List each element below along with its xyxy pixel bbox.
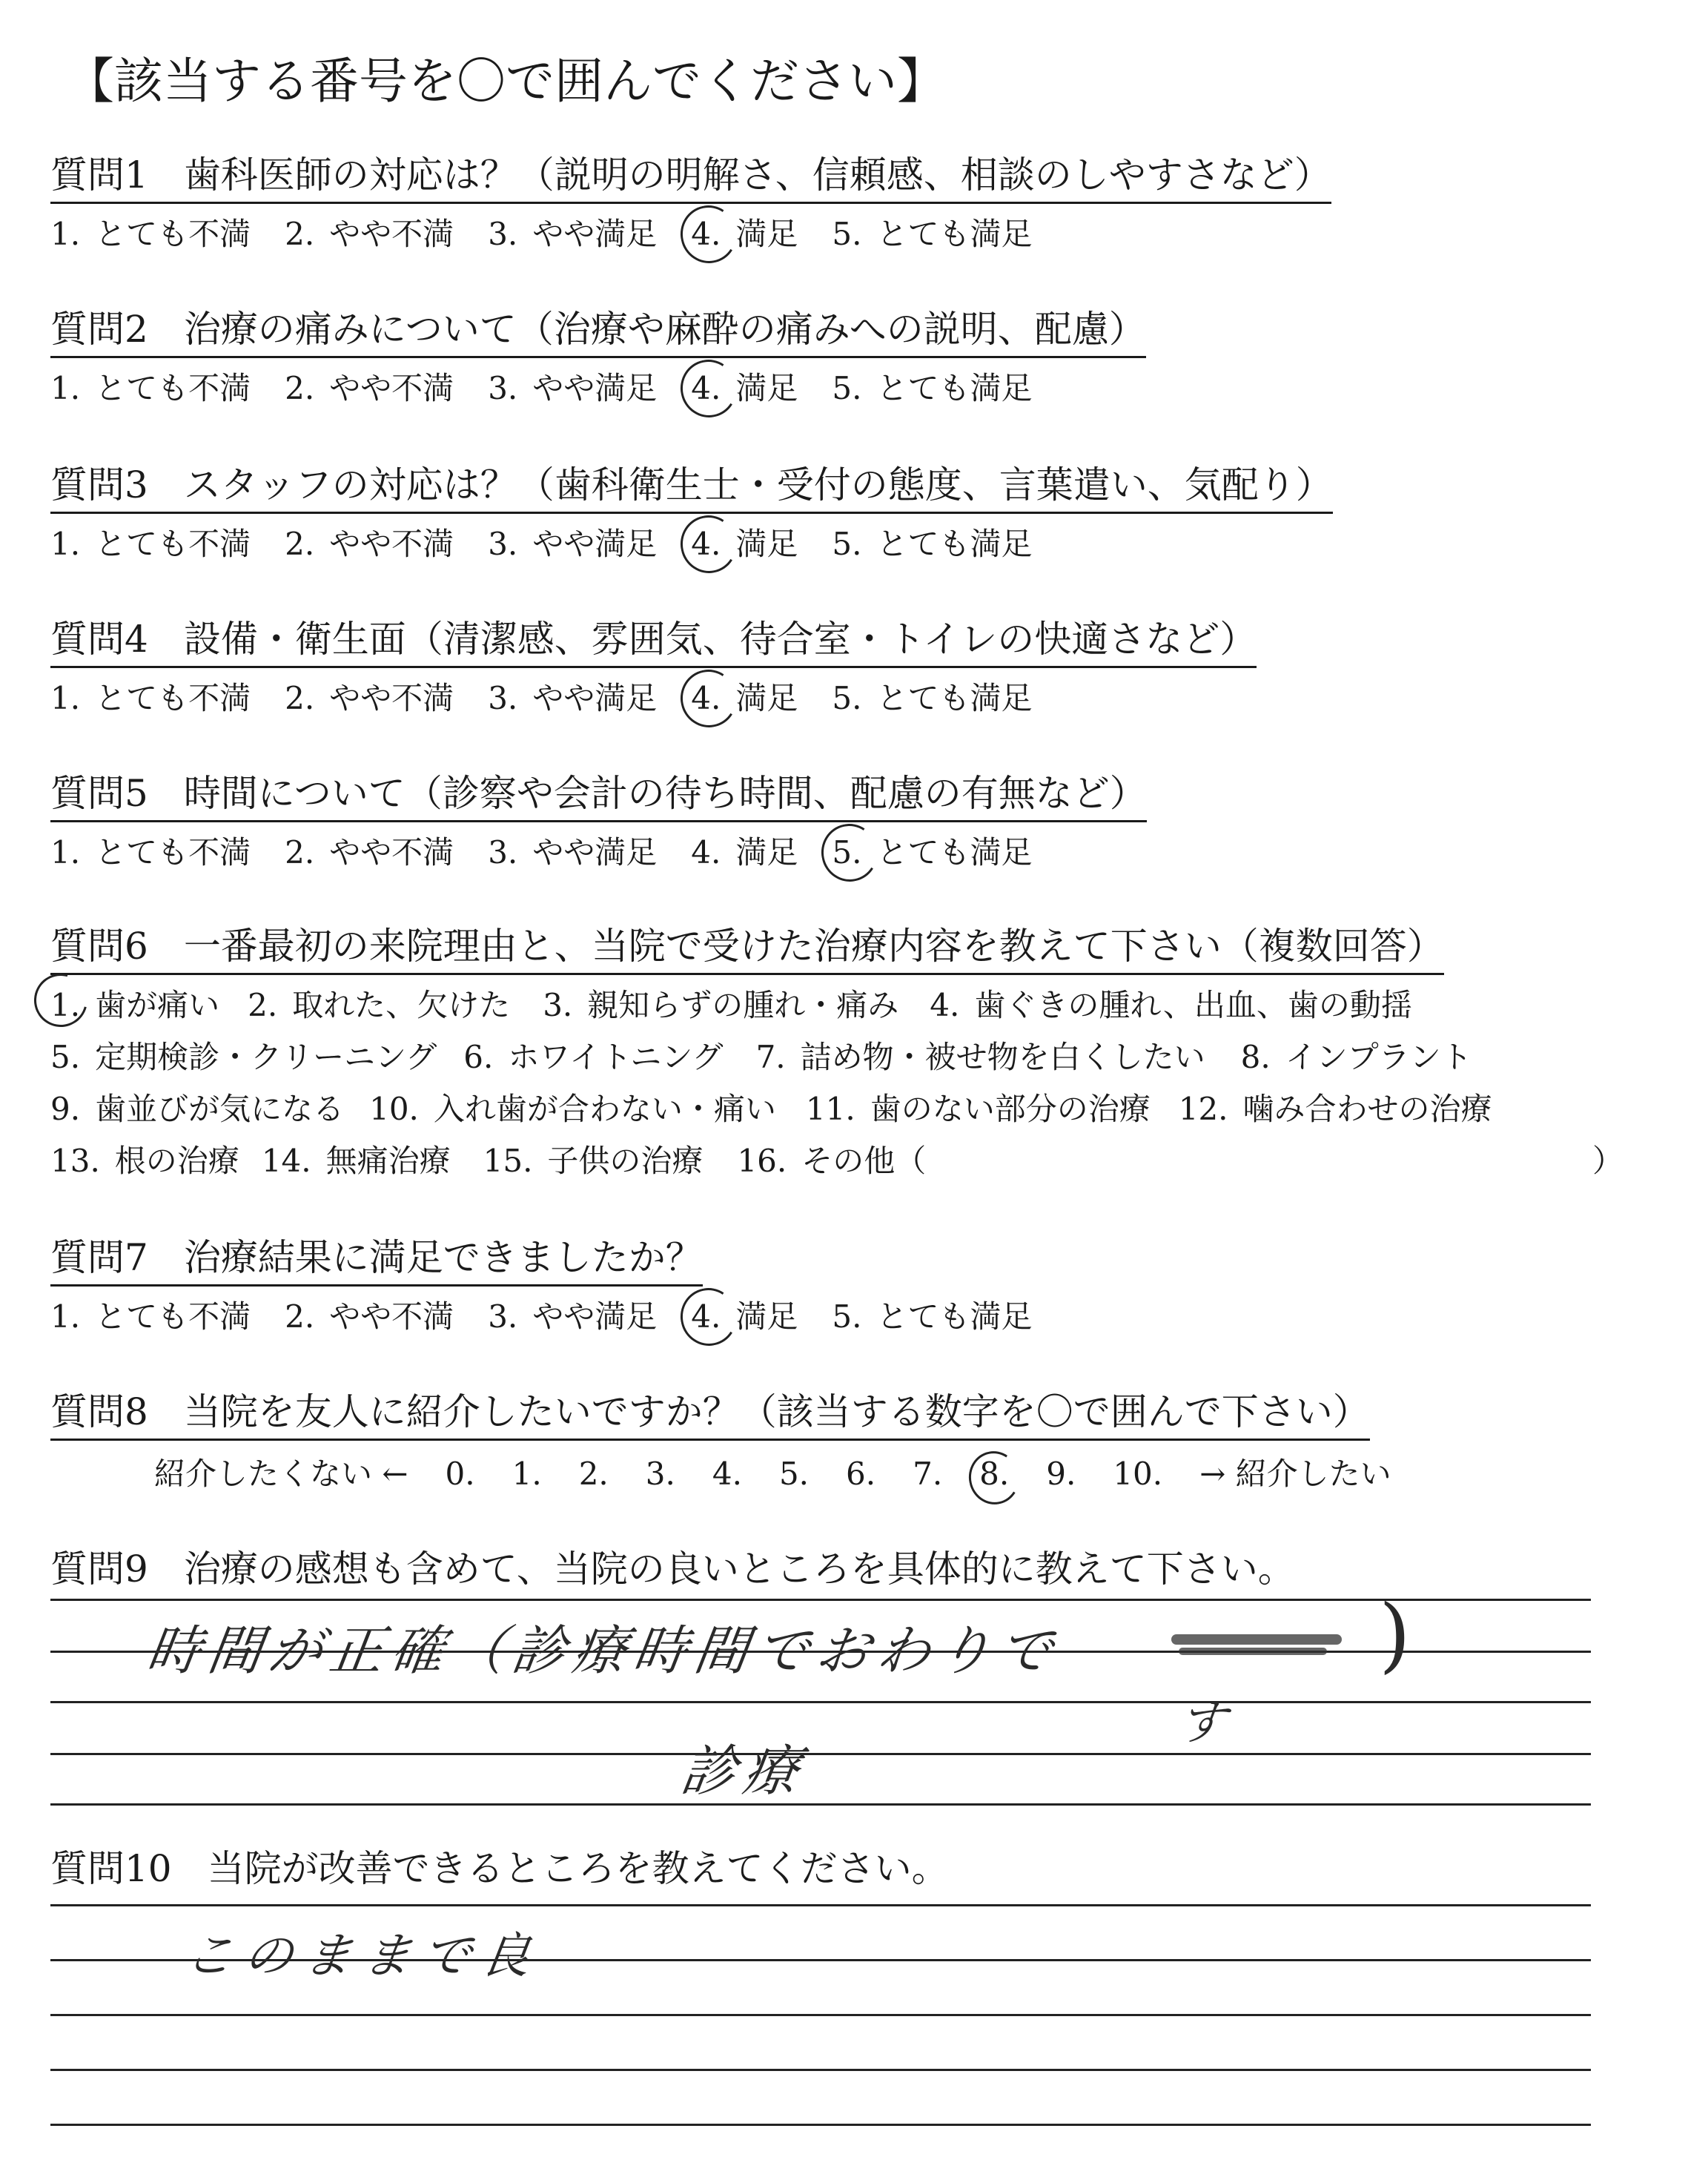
selected-circle-mark (816, 819, 884, 887)
reason-option-10[interactable] (369, 1083, 776, 1135)
scale-option-3[interactable] (646, 1456, 675, 1492)
page-title: 【該当する番号を〇で囲んでください】 (65, 53, 946, 110)
option-label: 親知らずの腫れ・痛み (587, 987, 899, 1023)
scale-value: 4. (712, 1456, 742, 1492)
question-4 (50, 610, 1637, 719)
scale-left-label: 紹介したくない ← (154, 1456, 408, 1492)
rating-option-5[interactable] (832, 828, 1032, 873)
option-label: やや不満 (329, 216, 454, 252)
reason-row (50, 980, 1637, 1031)
question-2 (50, 300, 1637, 409)
question-4-title (50, 610, 1257, 668)
question-1-label: 質問1 (50, 153, 148, 196)
rating-option-3[interactable] (488, 1292, 657, 1337)
option-label: インプラント (1285, 1039, 1472, 1075)
scale-value: 3. (645, 1456, 675, 1492)
option-number: 3. (488, 216, 518, 252)
reason-option-11[interactable] (806, 1083, 1151, 1135)
option-label: 歯ぐきの腫れ、出血、歯の動揺 (974, 987, 1412, 1023)
option-label: とても満足 (876, 1298, 1033, 1335)
q10-ruled-line (50, 2069, 1591, 2071)
scale-value: 8. (979, 1456, 1010, 1492)
question-1 (50, 145, 1637, 254)
rating-option-4[interactable] (691, 828, 798, 873)
option-number: 1. (50, 987, 81, 1023)
rating-option-1[interactable] (50, 364, 251, 409)
q9-ruled-line (50, 1753, 1591, 1755)
reason-option-5[interactable] (50, 1031, 437, 1083)
scale-option-4[interactable] (712, 1456, 742, 1492)
selected-circle-mark (964, 1447, 1024, 1510)
option-label: 根の治療 (114, 1143, 239, 1179)
reason-row (50, 1083, 1637, 1135)
option-label: 満足 (735, 370, 798, 406)
scale-value: 6. (846, 1456, 876, 1492)
reason-option-3[interactable] (543, 980, 898, 1031)
option-label: やや不満 (329, 526, 454, 562)
scale-option-10[interactable] (1113, 1456, 1162, 1492)
option-label: とても満足 (876, 216, 1033, 252)
q9-strikethrough-mark (1171, 1634, 1342, 1645)
rating-option-2[interactable] (285, 674, 454, 719)
option-number: 7. (755, 1039, 786, 1075)
option-label: 無痛治療 (325, 1143, 451, 1179)
option-number: 13. (50, 1143, 100, 1179)
question-10-label: 質問10 (50, 1847, 172, 1890)
rating-option-5[interactable] (832, 520, 1032, 564)
option-number: 16. (737, 1143, 787, 1179)
rating-option-1[interactable] (50, 520, 251, 564)
option-label: 満足 (735, 526, 798, 562)
option-number: 12. (1178, 1091, 1228, 1127)
scale-option-5[interactable] (779, 1456, 809, 1492)
option-label: 取れた、欠けた (292, 987, 511, 1023)
question-3-options (50, 520, 1637, 564)
question-3-label: 質問3 (50, 463, 148, 506)
question-5-title (50, 764, 1147, 822)
question-5-text: 時間について（診察や会計の待ち時間、配慮の有無など） (183, 772, 1147, 815)
option-number: 5. (832, 680, 862, 716)
option-number: 4. (930, 987, 960, 1023)
option-number: 8. (1240, 1039, 1271, 1075)
rating-option-3[interactable] (488, 828, 657, 873)
question-2-text: 治療の痛みについて（治療や麻酔の痛みへの説明、配慮） (183, 308, 1146, 351)
rating-option-5[interactable] (832, 210, 1032, 254)
question-1-title (50, 145, 1331, 204)
option-label: やや満足 (532, 1298, 658, 1335)
option-label: とても満足 (876, 370, 1033, 406)
question-5 (50, 764, 1637, 873)
option-number: 3. (488, 1298, 518, 1335)
option-number: 14. (261, 1143, 311, 1179)
scale-option-0[interactable] (446, 1456, 475, 1492)
option-number: 1. (50, 526, 81, 562)
option-label: 入れ歯が合わない・痛い (433, 1091, 776, 1127)
rating-option-4[interactable] (691, 364, 798, 409)
question-7-options (50, 1292, 1637, 1337)
question-5-label: 質問5 (50, 772, 148, 815)
reason-option-2[interactable] (248, 980, 510, 1031)
option-number: 3. (543, 987, 573, 1023)
option-label: やや満足 (532, 526, 658, 562)
option-number: 2. (285, 370, 315, 406)
option-number: 4. (691, 1298, 721, 1335)
reason-option-15[interactable] (483, 1135, 704, 1187)
q9-handwritten-paren: ) (1379, 1587, 1411, 1682)
question-2-label: 質問2 (50, 308, 148, 351)
option-label: とても不満 (95, 526, 251, 562)
question-6 (50, 916, 1637, 1187)
option-label: 詰め物・被せ物を白くしたい (800, 1039, 1205, 1075)
reason-row (50, 1031, 1637, 1083)
scale-value: 5. (778, 1456, 810, 1492)
option-number: 5. (832, 216, 862, 252)
option-label: 満足 (735, 216, 798, 252)
option-label: とても満足 (876, 834, 1033, 871)
rating-option-4[interactable] (691, 1292, 798, 1337)
rating-option-2[interactable] (285, 364, 454, 409)
scale-value: 7. (913, 1456, 943, 1492)
option-number: 5. (832, 526, 862, 562)
option-label: その他（ (801, 1143, 927, 1179)
reason-option-6[interactable] (463, 1031, 723, 1083)
option-label: 満足 (735, 834, 798, 871)
option-label: とても不満 (95, 834, 251, 871)
scale-value: 0. (445, 1456, 475, 1492)
rating-option-2[interactable] (285, 520, 454, 564)
reason-option-4[interactable] (930, 980, 1412, 1031)
option-number: 15. (483, 1143, 533, 1179)
question-8-title (50, 1382, 1370, 1441)
scale-value: 10. (1113, 1456, 1163, 1492)
rating-option-2[interactable] (285, 828, 454, 873)
q10-ruled-line (50, 2124, 1591, 2126)
scale-value: 9. (1046, 1456, 1076, 1492)
rating-option-1[interactable] (50, 828, 251, 873)
selected-circle-mark (675, 664, 743, 733)
option-number: 2. (285, 834, 315, 871)
question-4-label: 質問4 (50, 618, 148, 661)
question-5-options (50, 828, 1637, 873)
option-number: 10. (369, 1091, 419, 1127)
question-6-options (50, 980, 1637, 1187)
question-3-title (50, 455, 1333, 514)
question-3-text: スタッフの対応は？（歯科衛生士・受付の態度、言葉遣い、気配り） (183, 463, 1333, 506)
option-number: 5. (832, 834, 862, 871)
option-label: やや満足 (532, 216, 658, 252)
option-number: 1. (50, 216, 81, 252)
reason-option-1[interactable] (50, 980, 219, 1031)
option-number: 5. (50, 1039, 81, 1075)
question-10-title (50, 1839, 1637, 1892)
question-1-options (50, 210, 1637, 254)
question-8-text: 当院を友人に紹介したいですか？（該当する数字を〇で囲んで下さい） (183, 1390, 1370, 1433)
question-6-label: 質問6 (50, 925, 148, 968)
option-label: 歯のない部分の治療 (870, 1091, 1151, 1127)
option-number: 5. (832, 1298, 862, 1335)
rating-option-5[interactable] (832, 364, 1032, 409)
q9-handwritten-answer-line2: 診療 (677, 1740, 811, 1803)
question-2-title (50, 300, 1146, 358)
selected-circle-mark (675, 510, 743, 578)
option-label: とても不満 (95, 1298, 251, 1335)
option-label: 歯が痛い (95, 987, 220, 1023)
option-number: 1. (50, 1298, 81, 1335)
scale-option-9[interactable] (1046, 1456, 1076, 1492)
other-close-paren: ） (1592, 1143, 1624, 1179)
option-label: 子供の治療 (547, 1143, 704, 1179)
option-label: やや満足 (532, 680, 658, 716)
option-number: 1. (50, 680, 81, 716)
q9-handwritten-insert: す (1174, 1696, 1230, 1751)
question-1-text: 歯科医師の対応は？（説明の明解さ、信頼感、相談のしやすさなど） (183, 153, 1331, 196)
rating-option-3[interactable] (488, 674, 657, 719)
question-8 (50, 1382, 1637, 1494)
q9-strikethrough-mark (1179, 1648, 1327, 1655)
question-3 (50, 455, 1637, 564)
question-6-text: 一番最初の来院理由と、当院で受けた治療内容を教えて下さい（複数回答） (183, 925, 1444, 968)
option-label: とても不満 (95, 216, 251, 252)
rating-option-1[interactable] (50, 1292, 251, 1337)
reason-option-14[interactable] (262, 1135, 451, 1187)
option-number: 2. (285, 680, 315, 716)
option-number: 6. (463, 1039, 494, 1075)
q9-ruled-line (50, 1599, 1591, 1601)
option-number: 2. (285, 1298, 315, 1335)
scale-option-7[interactable] (913, 1456, 942, 1492)
option-label: やや満足 (532, 370, 658, 406)
scale-option-2[interactable] (579, 1456, 609, 1492)
option-number: 3. (488, 680, 518, 716)
option-number: 4. (691, 526, 721, 562)
option-number: 2. (285, 216, 315, 252)
question-7 (50, 1228, 1637, 1337)
question-7-label: 質問7 (50, 1236, 148, 1279)
option-number: 4. (691, 680, 721, 716)
option-label: 定期検診・クリーニング (95, 1039, 437, 1075)
option-label: 満足 (735, 1298, 798, 1335)
question-9-text: 治療の感想も含めて、当院の良いところを具体的に教えて下さい。 (183, 1548, 1295, 1591)
option-label: ホワイトニング (508, 1039, 724, 1075)
q10-ruled-line (50, 2014, 1591, 2016)
option-number: 3. (488, 370, 518, 406)
question-4-text: 設備・衛生面（清潔感、雰囲気、待合室・トイレの快適さなど） (183, 618, 1257, 661)
q9-ruled-line (50, 1701, 1591, 1703)
option-label: とても不満 (95, 680, 251, 716)
question-10-text: 当院が改善できるところを教えてください。 (207, 1847, 949, 1890)
question-2-options (50, 364, 1637, 409)
rating-option-5[interactable] (832, 1292, 1032, 1337)
option-number: 3. (488, 834, 518, 871)
question-8-scale (154, 1450, 1637, 1494)
option-label: 噛み合わせの治療 (1242, 1091, 1492, 1127)
option-number: 2. (248, 987, 278, 1023)
option-number: 5. (832, 370, 862, 406)
question-9-title (50, 1539, 1637, 1593)
scale-option-8[interactable] (979, 1456, 1009, 1492)
scale-value: 2. (578, 1456, 609, 1492)
q10-handwritten-answer: このままで良 (180, 1927, 545, 1984)
rating-option-2[interactable] (285, 1292, 454, 1337)
option-label: とても満足 (876, 526, 1033, 562)
question-4-options (50, 674, 1637, 719)
rating-option-2[interactable] (285, 210, 454, 254)
reason-option-12[interactable] (1179, 1083, 1492, 1135)
scale-value: 1. (512, 1456, 542, 1492)
reason-option-9[interactable] (50, 1083, 344, 1135)
question-9-label: 質問9 (50, 1548, 148, 1591)
option-number: 1. (50, 834, 81, 871)
option-label: とても満足 (876, 680, 1033, 716)
rating-option-3[interactable] (488, 364, 657, 409)
option-number: 4. (691, 370, 721, 406)
rating-option-5[interactable] (832, 674, 1032, 719)
scale-right-label: → 紹介したい (1199, 1456, 1391, 1492)
rating-option-3[interactable] (488, 520, 657, 564)
question-7-text: 治療結果に満足できましたか？ (183, 1236, 703, 1279)
question-7-title (50, 1228, 703, 1287)
rating-option-4[interactable] (691, 674, 798, 719)
reason-option-16[interactable] (737, 1135, 926, 1187)
option-label: やや不満 (329, 370, 454, 406)
rating-option-3[interactable] (488, 210, 657, 254)
reason-option-8[interactable] (1241, 1031, 1472, 1083)
option-number: 3. (488, 526, 518, 562)
selected-circle-mark (675, 1283, 743, 1351)
option-number: 1. (50, 370, 81, 406)
question-6-title (50, 916, 1444, 975)
reason-option-13[interactable] (50, 1135, 239, 1187)
reason-row (50, 1135, 1637, 1187)
option-label: やや不満 (329, 680, 454, 716)
option-number: 4. (691, 834, 721, 871)
option-label: 満足 (735, 680, 798, 716)
selected-circle-mark (675, 354, 743, 423)
question-8-label: 質問8 (50, 1390, 148, 1433)
option-label: 歯並びが気になる (95, 1091, 345, 1127)
scale-option-1[interactable] (512, 1456, 542, 1492)
q9-ruled-line (50, 1803, 1591, 1806)
option-label: やや不満 (329, 834, 454, 871)
rating-option-4[interactable] (691, 210, 798, 254)
option-label: やや満足 (532, 834, 658, 871)
rating-option-1[interactable] (50, 210, 251, 254)
option-label: とても不満 (95, 370, 251, 406)
question-10 (50, 1839, 1637, 1892)
q10-ruled-line (50, 1904, 1591, 1906)
rating-option-1[interactable] (50, 674, 251, 719)
option-label: やや不満 (329, 1298, 454, 1335)
reason-option-7[interactable] (756, 1031, 1205, 1083)
selected-circle-mark (675, 200, 743, 268)
option-number: 11. (805, 1091, 855, 1127)
question-9 (50, 1539, 1637, 1593)
option-number: 4. (691, 216, 721, 252)
scale-option-6[interactable] (846, 1456, 875, 1492)
option-number: 2. (285, 526, 315, 562)
option-number: 9. (50, 1091, 81, 1127)
q9-handwritten-answer: 時間が正確（診療時間でおわりで (143, 1619, 1065, 1682)
rating-option-4[interactable] (691, 520, 798, 564)
